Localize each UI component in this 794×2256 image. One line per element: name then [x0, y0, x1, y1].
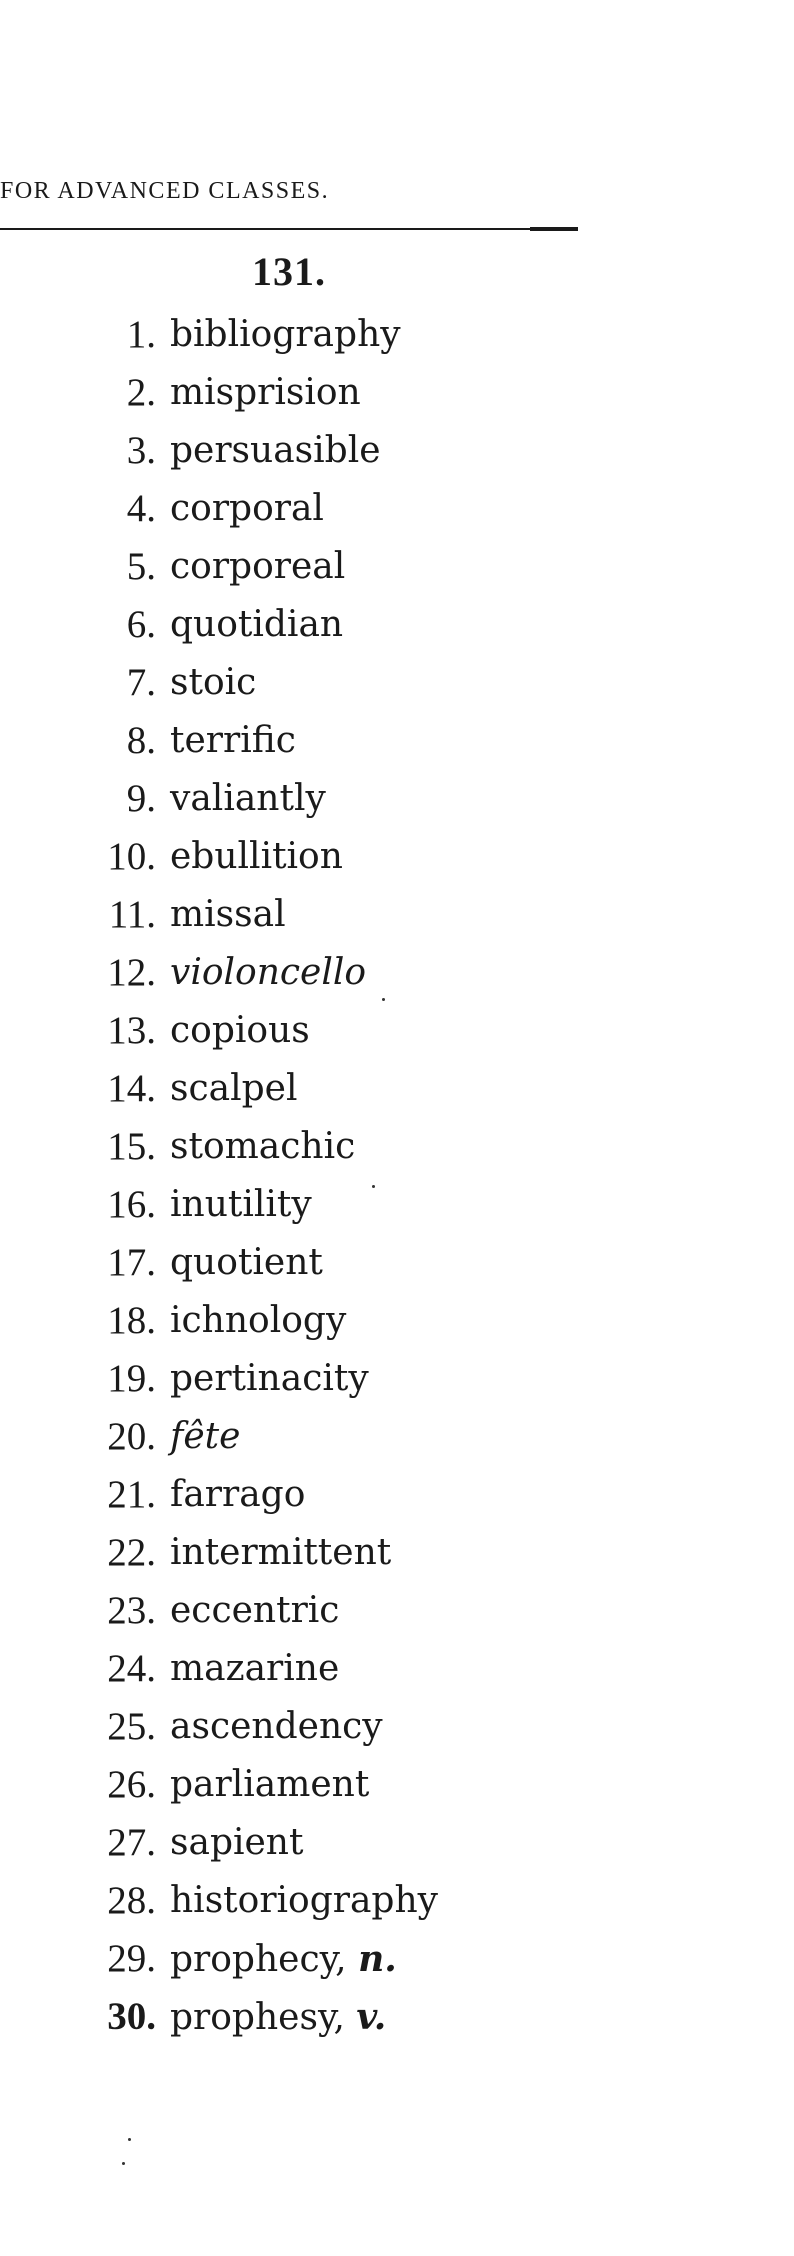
item-word: terrific [170, 720, 296, 761]
item-number: 23. [107, 1589, 156, 1632]
item-word: violoncello [170, 952, 367, 993]
item-number: 7. [126, 661, 156, 704]
lesson-number: 131. [252, 249, 326, 294]
item-word: ebullition [170, 836, 343, 877]
item-number: 12. [107, 951, 156, 994]
item-word: scalpel [170, 1068, 298, 1109]
item-number: 14. [107, 1067, 156, 1110]
item-number: 3. [126, 429, 156, 472]
item-number: 13. [107, 1009, 156, 1052]
item-word: parliament [170, 1764, 370, 1805]
part-of-speech-abbr: n. [358, 1938, 397, 1980]
item-word: persuasible [170, 430, 381, 471]
item-word: quotient [170, 1242, 323, 1283]
item-number: 8. [126, 719, 156, 762]
item-number: 28. [107, 1879, 156, 1922]
item-word: missal [170, 894, 286, 935]
item-number: 19. [107, 1357, 156, 1400]
item-number: 2. [126, 371, 156, 414]
print-speck [372, 1185, 375, 1188]
item-word: inutility [170, 1184, 312, 1225]
item-word: ichnology [170, 1300, 347, 1341]
item-word: intermittent [170, 1532, 392, 1573]
print-speck [382, 998, 385, 1001]
item-number: 4. [126, 487, 156, 530]
item-number: 11. [108, 893, 156, 936]
item-number: 10. [107, 835, 156, 878]
header-rule-thick-end [530, 227, 578, 231]
item-number: 5. [126, 545, 156, 588]
item-word: stomachic [170, 1126, 356, 1167]
print-speck [128, 2138, 131, 2141]
item-word: mazarine [170, 1648, 340, 1689]
item-word-text: prophesy, [170, 1997, 345, 2038]
part-of-speech-abbr: v. [356, 1996, 387, 2038]
item-word: sapient [170, 1822, 304, 1863]
item-word: corporal [170, 488, 324, 529]
item-word: bibliography [170, 314, 401, 355]
running-head: FOR ADVANCED CLASSES. [0, 178, 330, 204]
item-word: ascendency [170, 1706, 383, 1747]
item-word: quotidian [170, 604, 344, 645]
item-word: copious [170, 1010, 310, 1051]
header-rule [0, 228, 530, 230]
item-number: 26. [107, 1763, 156, 1806]
item-word: farrago [170, 1474, 306, 1515]
item-number: 29. [107, 1937, 156, 1980]
item-number: 30. [107, 1995, 156, 2038]
item-number: 25. [107, 1705, 156, 1748]
item-number: 18. [107, 1299, 156, 1342]
item-number: 27. [107, 1821, 156, 1864]
item-number: 21. [107, 1473, 156, 1516]
item-number: 1. [126, 313, 156, 356]
item-word: fête [170, 1416, 241, 1457]
item-number: 16. [107, 1183, 156, 1226]
item-word: valiantly [170, 778, 326, 819]
item-number: 24. [107, 1647, 156, 1690]
item-number: 6. [126, 603, 156, 646]
item-word: pertinacity [170, 1358, 369, 1399]
item-word: historiography [170, 1880, 438, 1921]
item-word-text: prophecy, [170, 1939, 347, 1980]
item-word: corporeal [170, 546, 346, 587]
item-word: stoic [170, 662, 257, 703]
item-word-with-pos [170, 1930, 397, 1989]
item-word-with-pos [170, 1988, 386, 2047]
item-number: 17. [107, 1241, 156, 1284]
item-word: eccentric [170, 1590, 340, 1631]
item-number: 15. [107, 1125, 156, 1168]
item-number: 9. [126, 777, 156, 820]
print-speck [122, 2162, 125, 2165]
item-number: 22. [107, 1531, 156, 1574]
item-number: 20. [107, 1415, 156, 1458]
item-word: misprision [170, 372, 361, 413]
